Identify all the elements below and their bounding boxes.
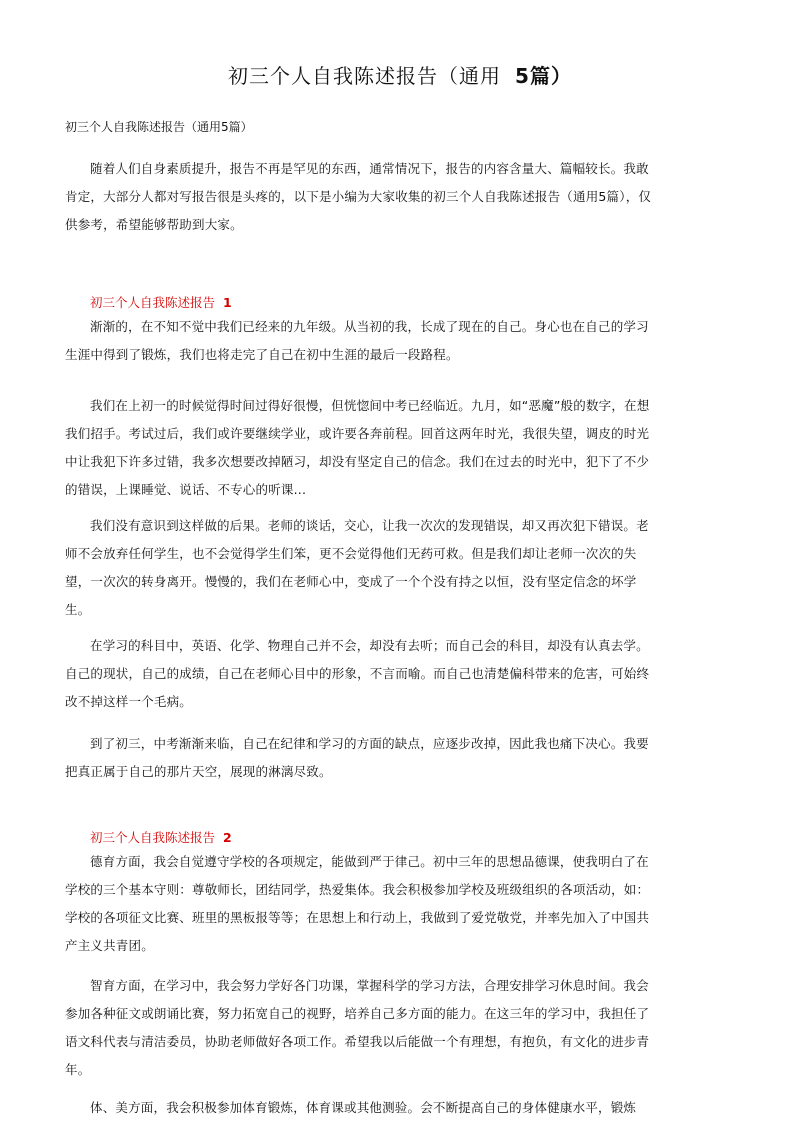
document-subtitle: 初三个人自我陈述报告（通用5篇） bbox=[65, 120, 253, 134]
intro-paragraph: 随着人们自身素质提升，报告不再是罕见的东西，通常情况下，报告的内容含量大、篇幅较长。我敢肯定，大部分人都对写报告很是头疼的，以下是小编为大家收集的初三个人自我陈述报告（通用5篇），仅供参考，希望能够帮助到大家。 bbox=[65, 161, 652, 232]
page-title-count: 5篇） bbox=[515, 64, 572, 88]
page-title bbox=[0, 62, 800, 90]
section-heading-2 bbox=[90, 828, 232, 848]
section-2-paragraph-3: 体、美方面，我会积极参加体育锻炼，体育课或其他测验。会不断提高自己的身体健康水平，锻炼 bbox=[90, 1100, 637, 1115]
section-heading-text: 初三个人自我陈述报告 bbox=[90, 830, 216, 845]
section-number: 2 bbox=[223, 830, 232, 845]
page-title-text: 初三个人自我陈述报告（通用 bbox=[228, 64, 502, 88]
section-1-paragraph-2: 我们在上初一的时候觉得时间过得好很慢，但恍惚间中考已经临近。九月，如“恶魔”般的数字，在想我们招手。考试过后，我们或许要继续学业，或许要各奔前程。回首这两年时光，我很失望，调皮的时光中让我犯下许多过错，我多次想要改掉陋习，却没有坚定自己的信念。我们在过去的时光中，犯下了不少的错误，上课睡觉、说话、不专心的听课... bbox=[65, 398, 650, 497]
section-number: 1 bbox=[223, 295, 232, 310]
section-heading-text: 初三个人自我陈述报告 bbox=[90, 295, 216, 310]
section-heading-1 bbox=[90, 293, 232, 313]
section-1-paragraph-3: 我们没有意识到这样做的后果。老师的谈话，交心，让我一次次的发现错误，却又再次犯下错误。老师不会放弃任何学生，也不会觉得学生们笨，更不会觉得他们无药可救。但是我们却让老师一次次的失望，一次次的转身离开。慢慢的，我们在老师心中，变成了一个个没有持之以恒，没有坚定信念的坏学生。 bbox=[65, 518, 649, 617]
section-1-paragraph-4: 在学习的科目中，英语、化学、物理自己并不会，却没有去听；而自己会的科目，却没有认真去学。自己的现状，自己的成绩，自己在老师心目中的形象，不言而喻。而自己也清楚偏科带来的危害，可始终改不掉这样一个毛病。 bbox=[65, 638, 650, 709]
section-1-paragraph-1: 渐渐的，在不知不觉中我们已经来的九年级。从当初的我，长成了现在的自己。身心也在自己的学习生涯中得到了锻炼，我们也将走完了自己在初中生涯的最后一段路程。 bbox=[65, 319, 649, 362]
section-2-paragraph-1: 德育方面，我会自觉遵守学校的各项规定，能做到严于律己。初中三年的思想品德课，使我明白了在学校的三个基本守则：尊敬师长，团结同学，热爱集体。我会积极参加学校及班级组织的各项活动，如：学校的各项征文比赛、班里的黑板报等等；在思想上和行动上，我做到了爱党敬党，并率先加入了中国共产主义共青团。 bbox=[65, 854, 650, 953]
section-2-paragraph-2: 智育方面，在学习中，我会努力学好各门功课，掌握科学的学习方法，合理安排学习休息时间。我会参加各种征文或朗诵比赛，努力拓宽自己的视野，培养自己多方面的能力。在这三年的学习中，我担任了语文科代表与清洁委员，协助老师做好各项工作。希望我以后能做一个有理想，有抱负，有文化的进步青年。 bbox=[65, 978, 650, 1077]
section-1-paragraph-5: 到了初三，中考渐渐来临，自己在纪律和学习的方面的缺点，应逐步改掉，因此我也痛下决心。我要把真正属于自己的那片天空，展现的淋漓尽致。 bbox=[65, 736, 649, 779]
